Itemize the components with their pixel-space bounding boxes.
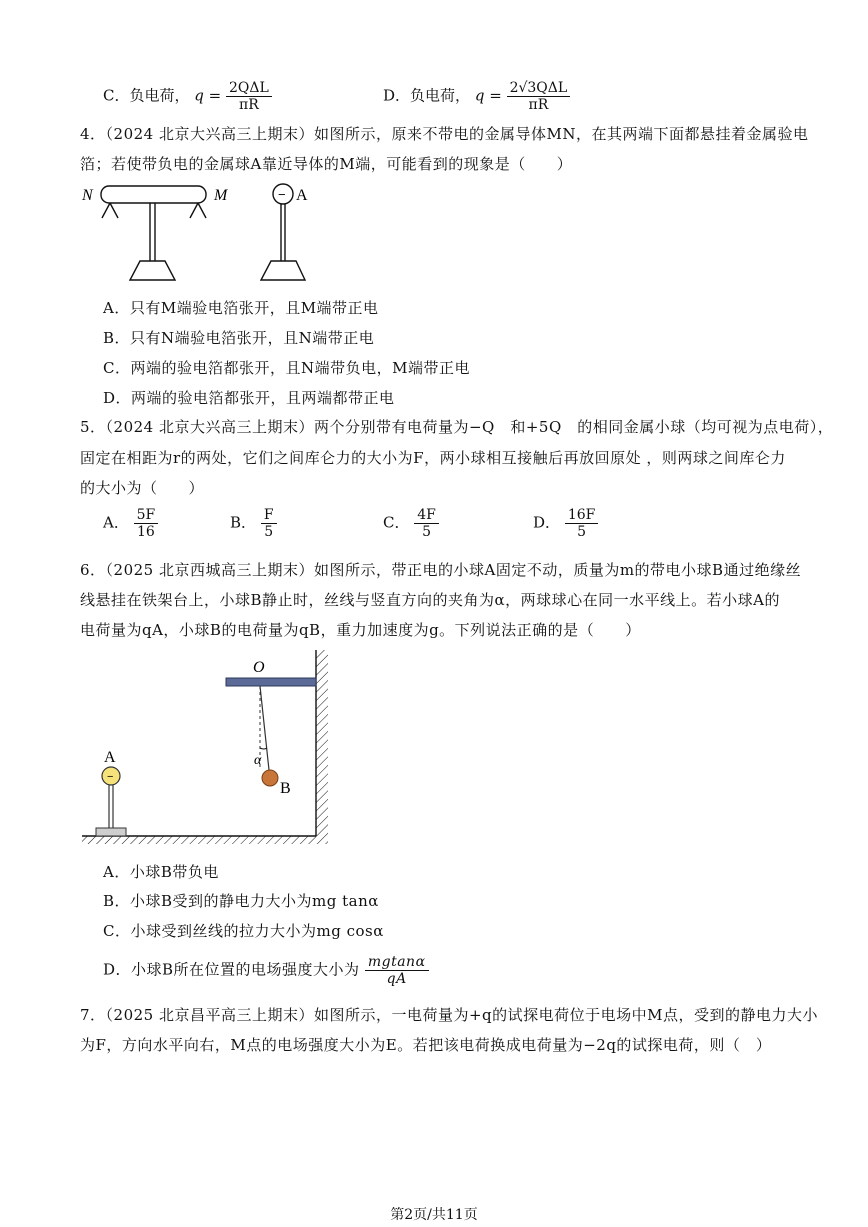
- label-a: A: [104, 749, 116, 766]
- q6-pendulum-figure: [78, 650, 338, 846]
- label-b: B: [280, 780, 291, 797]
- page-footer: 第2页/共11页: [390, 1207, 478, 1223]
- label-a: A: [296, 187, 308, 204]
- q4-conductor-figure: [78, 176, 338, 286]
- label-n: N: [82, 187, 93, 204]
- minus-sign: −: [107, 771, 114, 783]
- fraction: $\frac{\text{2QΔL}}{\pi R}$: [226, 80, 272, 113]
- fraction: $\frac{\text{2√3QΔL}}{\pi R}$: [507, 80, 571, 113]
- q7-line1: 7．（2025 北京昌平高三上期末）如图所示，一电荷量为+q的试探电荷位于电场中M点，受到的静电力大小: [80, 1006, 819, 1024]
- q5-option-b: B． $\frac{F}{5}$: [230, 507, 277, 540]
- q5-option-a: A． $\frac{5F}{16}$: [103, 507, 158, 540]
- option-d-top: D．负电荷， q = $\frac{\text{2√3QΔL}}{\pi R}$: [383, 80, 570, 113]
- q6-option-b: B．小球B受到的静电力大小为mg tanα: [103, 892, 379, 910]
- q7-line2: 为F，方向水平向右，M点的电场强度大小为E。若把该电荷换成电荷量为−2q的试探电荷，则（ ）: [80, 1036, 772, 1054]
- q4-line2: 箔；若使带负电的金属球A靠近导体的M端，可能看到的现象是（ ）: [80, 155, 573, 173]
- label-o: O: [253, 659, 265, 676]
- option-c-top: C．负电荷， q = $\frac{\text{2QΔL}}{\pi R}$: [103, 80, 272, 113]
- q5-line2: 固定在相距为r的两处，它们之间库仑力的大小为F，两小球相互接触后再放回原处 ，则两球之间库仑力: [80, 449, 786, 467]
- q6-line1: 6．（2025 北京西城高三上期末）如图所示，带正电的小球A固定不动，质量为m的带电小球B通过绝缘丝: [80, 561, 802, 579]
- q6-option-d: D．小球B所在位置的电场强度大小为 $\frac{mgtan\alpha}{qA}$: [103, 954, 429, 987]
- label-alpha: α: [254, 753, 262, 768]
- q5-option-c: C． $\frac{4F}{5}$: [383, 507, 439, 540]
- q4-option-c: C．两端的验电箔都张开，且N端带负电，M端带正电: [103, 359, 470, 377]
- q4-option-a: A．只有M端验电箔张开，且M端带正电: [103, 299, 379, 317]
- q5-option-d: D． $\frac{16F}{5}$: [533, 507, 598, 540]
- fraction: $\frac{mgtan\alpha}{qA}$: [365, 954, 429, 987]
- minus-sign: −: [278, 187, 286, 202]
- q6-line2: 线悬挂在铁架台上，小球B静止时，丝线与竖直方向的夹角为α，两球球心在同一水平线上。若小球A的: [80, 591, 780, 609]
- q4-option-b: B．只有N端验电箔张开，且N端带正电: [103, 329, 375, 347]
- label-m: M: [214, 187, 228, 204]
- q4-line1: 4．（2024 北京大兴高三上期末）如图所示，原来不带电的金属导体MN，在其两端下面都悬挂着金属验电: [80, 125, 809, 143]
- q5-line3: 的大小为（ ）: [80, 479, 205, 497]
- q4-option-d: D．两端的验电箔都张开，且两端都带正电: [103, 389, 395, 407]
- q5-line1: 5．（2024 北京大兴高三上期末）两个分别带有电荷量为−Q 和+5Q 的相同金属小球（均可视为点电荷），: [80, 418, 834, 436]
- q6-line3: 电荷量为qA，小球B的电荷量为qB，重力加速度为g。下列说法正确的是（ ）: [80, 621, 641, 639]
- q6-option-c: C．小球受到丝线的拉力大小为mg cosα: [103, 922, 384, 940]
- q6-option-a: A．小球B带负电: [103, 863, 219, 881]
